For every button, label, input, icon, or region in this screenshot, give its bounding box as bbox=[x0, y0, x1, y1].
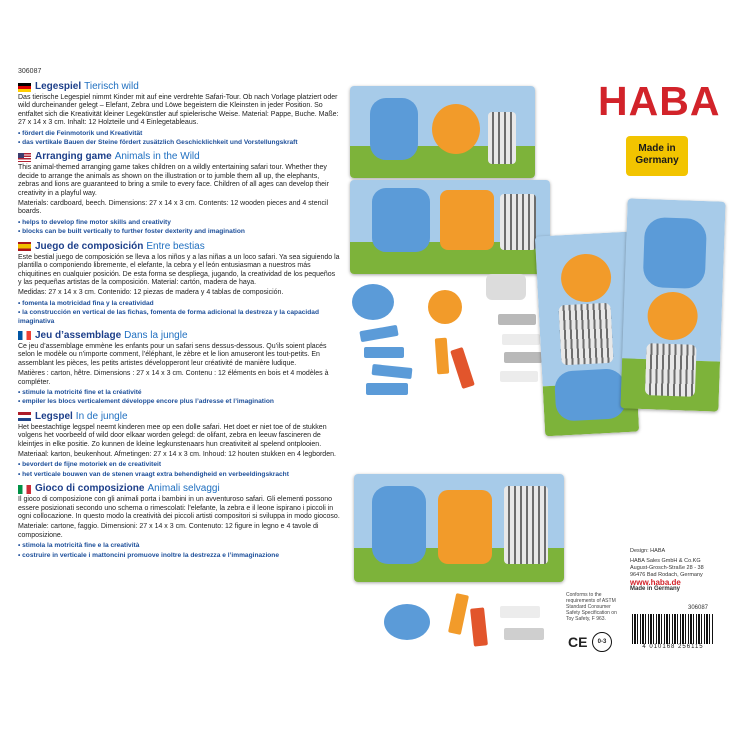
text2-nl: Materiaal: karton, beukenhout. Afmetingen: 27 x 14 x 3 cm. Inhoud: 12 houten stukken en 4 legborden. bbox=[18, 451, 336, 458]
red-block-2 bbox=[470, 607, 488, 646]
title-fr: Jeu d’assemblage bbox=[35, 329, 122, 341]
company-city: 96476 Bad Rodach, Germany bbox=[630, 572, 703, 578]
zebra-piece bbox=[488, 112, 516, 164]
text-fr: Ce jeu d’assemblage emmène les enfants pour un safari sens dessus-dessous. Qu’ils soient placés selon le modèle ou n’importe comment, l’éléphant, le zèbre et le lion amuseront les tout-petits. En assemblant les pièces, les petits artistes développeront leur créativité de manière ludique. bbox=[18, 342, 327, 367]
zebra-piece bbox=[504, 486, 548, 564]
bullet-es-2: • la construcción en vertical de las fichas, fomenta de forma adicional la destreza y la capacidad imaginativa bbox=[18, 309, 340, 326]
section-de bbox=[18, 81, 340, 147]
lion-piece bbox=[440, 190, 494, 250]
conformity-note: Conforms to the requirements of ASTM Standard Consumer Safety Specification on Toy Safety, F 963. bbox=[566, 592, 617, 622]
bullet-en-1: • helps to develop fine motor skills and creativity bbox=[18, 219, 340, 227]
flag-us-icon bbox=[18, 153, 31, 162]
flag-it-icon bbox=[18, 485, 31, 494]
grey-block-1 bbox=[498, 314, 536, 325]
elephant-piece bbox=[372, 486, 426, 564]
board-image-1 bbox=[350, 86, 535, 178]
zebra-piece bbox=[645, 343, 697, 397]
text-de: Das tierische Legespiel nimmt Kinder mit auf eine verdrehte Safari-Tour. Ob nach Vorlage platziert oder wild durcheinander gelegt – Elefant, Zebra und Löwe begeistern die Kleinsten in jeder Position. So entfaltet sich die Kreativität kleiner Legekünstler auf spielerische Weise. Material: Pappe, Buche. Maße: 27 x 14 x 3 cm. Inhalt: 12 Holzteile und 4 Einlegetableaus. bbox=[18, 94, 339, 127]
article-number: 306087 bbox=[18, 68, 42, 75]
elephant-head-piece bbox=[352, 284, 394, 320]
title-es: Juego de composición bbox=[35, 240, 144, 252]
barcode-number: 4 010168 256115 bbox=[642, 644, 704, 650]
text-nl: Het beestachtige legspel neemt kinderen mee op een dolle safari. Het doet er niet toe of de stukken volgens het voorbeeld of wild door elkaar worden gelegd: de olifant, zebra en leeuw fascineren de kleintjes in elke positie. Zo kunnen de kleine legkunstenaars hun creativiteit al spelend ontplooien. bbox=[18, 423, 327, 448]
section-es bbox=[18, 241, 340, 326]
design-credit: Design: HABA bbox=[630, 548, 666, 554]
text2-en: Materials: cardboard, beech. Dimensions: 27 x 14 x 3 cm. Contents: 12 wooden pieces and 4 stencil boards. bbox=[18, 200, 329, 216]
grey-block-3 bbox=[504, 352, 542, 363]
text2-es: Medidas: 27 x 14 x 3 cm. Contenido: 12 piezas de madera y 4 tablas de composición. bbox=[18, 289, 284, 297]
elephant-piece bbox=[370, 98, 418, 160]
description-column bbox=[18, 80, 340, 564]
bullet-fr-2: • empiler les blocs verticalement développe encore plus l’adresse et l’imagination bbox=[18, 398, 340, 406]
subtitle-it: Animali selvaggi bbox=[147, 483, 220, 495]
elephant-piece bbox=[643, 217, 707, 289]
bullet-it-2: • costruire in verticale i mattoncini promuove inoltre la destrezza e l’immaginazione bbox=[18, 552, 340, 560]
bullet-de-1: • fördert die Feinmotorik und Kreativität bbox=[18, 130, 340, 138]
grey-block-4 bbox=[500, 371, 538, 382]
orange-block-1 bbox=[435, 338, 449, 375]
text-en: This animal-themed arranging game takes children on a wildly entertaining safari tour. Whether they decide to arrange the animals as shown on the illustration or to jumble them all up, the elephants, zebras and lions are guaranteed to bring a smile to every face. Children of all ages can develop their creativity in a playful way. bbox=[18, 164, 329, 197]
section-title-en bbox=[18, 151, 340, 163]
blue-block-2 bbox=[364, 347, 404, 358]
text-it: Il gioco di composizione con gli animali porta i bambini in un avventuroso safari. Gli elementi possono essere posizionati secondo uno schema o rimescolati: l’elefante, la zebra e il leone ispirano i piccoli in ogni collocazione. In questo modo la creatività dei piccoli artisti compositori si sviluppa in modo giocoso. bbox=[18, 496, 340, 521]
title-de: Legespiel bbox=[35, 81, 82, 92]
flag-fr-icon bbox=[18, 331, 31, 340]
zebra-piece bbox=[558, 303, 613, 366]
age-warning-icon: 0-3 bbox=[592, 632, 612, 652]
subtitle-es: Entre bestias bbox=[146, 240, 205, 252]
ce-mark: CE bbox=[568, 634, 588, 650]
section-fr bbox=[18, 330, 340, 407]
subtitle-fr: Dans la jungle bbox=[124, 329, 188, 341]
section-title-nl bbox=[18, 411, 340, 423]
flag-de-icon bbox=[18, 83, 31, 92]
lion-head-piece bbox=[428, 290, 462, 324]
elephant-piece bbox=[372, 188, 430, 252]
company-street: August-Grosch-Straße 28 - 38 bbox=[630, 565, 704, 571]
flag-nl-icon bbox=[18, 412, 31, 421]
text2-fr: Matières : carton, hêtre. Dimensions : 27 x 14 x 3 cm. Contenu : 12 éléments en bois et 4 modèles à compléter. bbox=[18, 370, 329, 386]
zebra-piece bbox=[500, 194, 536, 250]
company-name: HABA Sales GmbH & Co.KG bbox=[630, 558, 701, 564]
elephant-head-piece-2 bbox=[384, 604, 430, 640]
section-title-it bbox=[18, 483, 340, 495]
barcode-label: 306087 bbox=[688, 605, 709, 611]
subtitle-de: Tierisch wild bbox=[84, 81, 139, 92]
blue-block-1 bbox=[359, 325, 398, 342]
lion-piece bbox=[432, 104, 480, 154]
barcode bbox=[632, 614, 714, 652]
section-title-fr bbox=[18, 330, 340, 342]
barcode-bars bbox=[632, 614, 714, 644]
zebra-head-piece bbox=[486, 274, 526, 300]
subtitle-en: Animals in the Wild bbox=[114, 151, 200, 163]
text2-it: Materiale: cartone, faggio. Dimensioni: 27 x 14 x 3 cm. Contenuto: 12 figure in legno e 4 tavole di composizione. bbox=[18, 523, 319, 539]
company-website[interactable]: www.haba.de bbox=[630, 578, 681, 587]
section-title-es bbox=[18, 241, 340, 253]
bullet-de-2: • das vertikale Bauen der Steine fördert zusätzlich Geschicklichkeit und Vorstellungskraft bbox=[18, 139, 340, 147]
title-it: Gioco di composizione bbox=[35, 483, 145, 495]
subtitle-nl: In de jungle bbox=[75, 410, 128, 422]
section-it bbox=[18, 483, 340, 560]
bullet-nl-1: • bevordert de fijne motoriek en de creativiteit bbox=[18, 461, 340, 469]
section-en bbox=[18, 151, 340, 236]
bullet-fr-1: • stimule la motricité fine et la créativité bbox=[18, 389, 340, 397]
flag-es-icon bbox=[18, 242, 31, 251]
company-made-in: Made in Germany bbox=[630, 586, 681, 592]
elephant-piece bbox=[554, 368, 627, 422]
company-info bbox=[630, 548, 730, 593]
red-block-1 bbox=[450, 347, 475, 389]
grey-block-2 bbox=[502, 334, 540, 345]
text-es: Este bestial juego de composición se lleva a los niños y a las niñas a un loco safari. Ya sea siguiendo la plantilla o componiendo libremente, el elefante, la cebra y el león entusiasman a nuestros más chiquitines en cualquier posición. De esta forma se despliega, jugando, la creatividad de los pequeños y las pequeñas artistas de la composición. Material: cartón, madera de haya. bbox=[18, 253, 340, 286]
section-title-de bbox=[18, 81, 340, 93]
board-image-2 bbox=[350, 180, 550, 274]
grey-block-6 bbox=[504, 628, 544, 640]
orange-block-2 bbox=[448, 593, 469, 635]
bullet-nl-2: • het verticale bouwen van de stenen vraagt extra behendigheid en verbeeldingskracht bbox=[18, 471, 340, 479]
title-en: Arranging game bbox=[35, 151, 112, 163]
board-image-3 bbox=[354, 474, 564, 582]
vertical-board-2 bbox=[620, 198, 725, 411]
grey-block-5 bbox=[500, 606, 540, 618]
bullet-es-1: • fomenta la motricidad fina y la creatividad bbox=[18, 300, 340, 308]
blue-block-3 bbox=[372, 364, 413, 379]
haba-logo: HABA bbox=[598, 78, 721, 124]
bullet-en-2: • blocks can be built vertically to further foster dexterity and imagination bbox=[18, 228, 340, 236]
title-nl: Legspel bbox=[35, 410, 73, 422]
section-nl bbox=[18, 411, 340, 479]
bullet-it-1: • stimola la motricità fine e la creatività bbox=[18, 542, 340, 550]
made-in-germany-badge: Made in Germany bbox=[626, 136, 688, 176]
blue-block-4 bbox=[366, 383, 408, 395]
lion-piece bbox=[438, 490, 492, 564]
